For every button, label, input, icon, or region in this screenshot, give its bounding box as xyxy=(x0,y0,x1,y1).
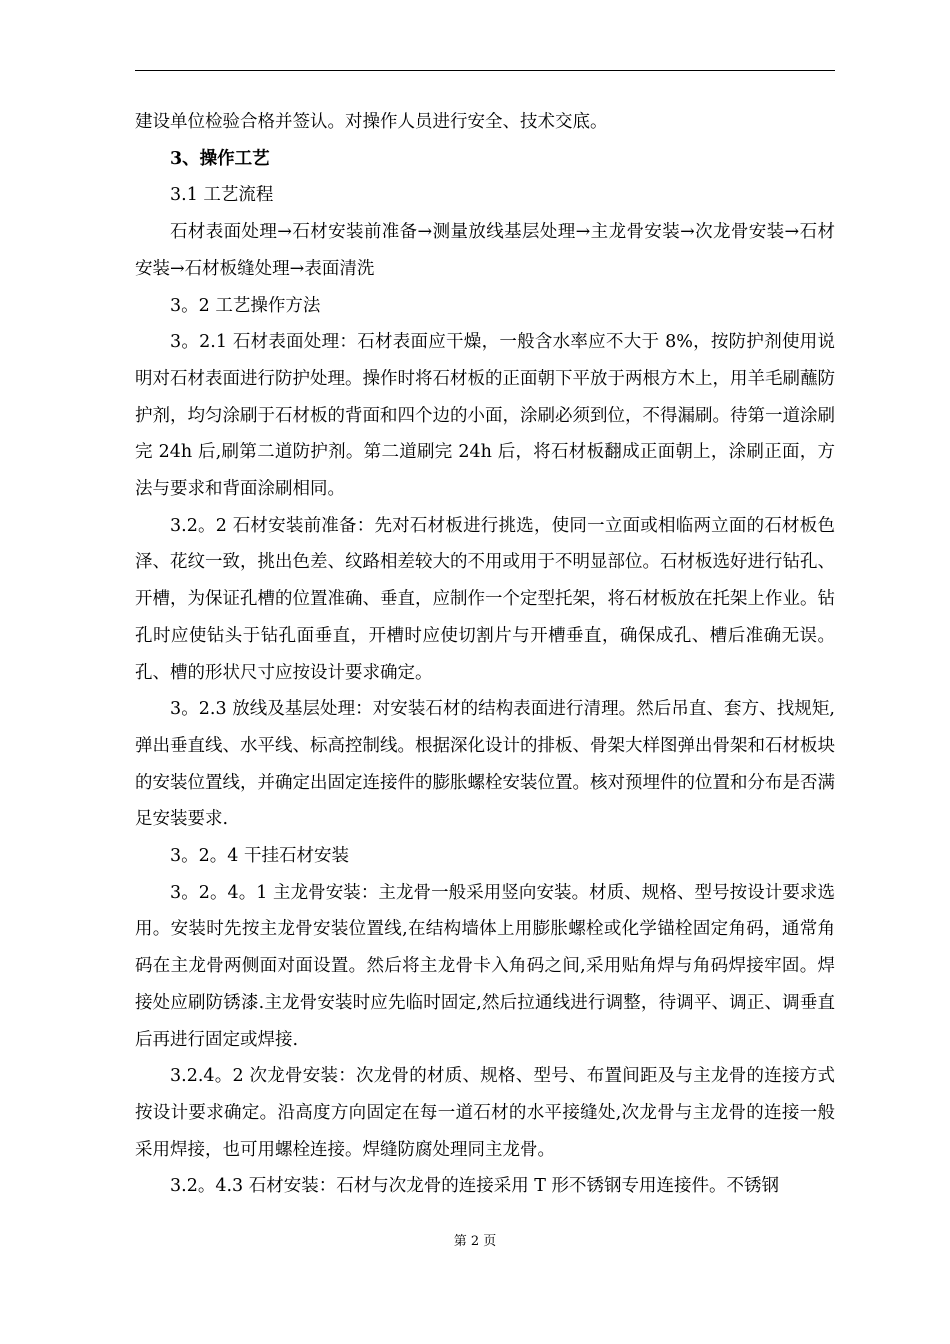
paragraph: 3.2。2 石材安装前准备：先对石材板进行挑选，使同一立面或相临两立面的石材板色泽、花纹一致，挑出色差、纹路相差较大的不用或用于不明显部位。石材板选好进行钻孔、开槽，为保证孔槽的位置准确、垂直，应制作一个定型托架，将石材板放在托架上作业。钻孔时应使钻头于钻孔面垂直，开槽时应使切割片与开槽垂直，确保成孔、槽后准确无误。孔、槽的形状尺寸应按设计要求确定。 xyxy=(135,515,835,683)
paragraph: 3。2.1 石材表面处理：石材表面应干燥，一般含水率应不大于 8%，按防护剂使用说明对石材表面进行防护处理。操作时将石材板的正面朝下平放于两根方木上，用羊毛刷蘸防护剂，均匀涂刷于石材板的背面和四个边的小面，涂刷必须到位，不得漏刷。待第一道涂刷完 24h 后,刷第二道防护剂。第二道刷完 24h 后，将石材板翻成正面朝上，涂刷正面，方法与要求和背面涂刷相同。 xyxy=(135,332,835,500)
paragraph: 建设单位检验合格并签认。对操作人员进行安全、技术交底。 xyxy=(135,112,608,132)
page-number: 第 2 页 xyxy=(453,1234,497,1249)
paragraph: 3.2.4。2 次龙骨安装：次龙骨的材质、规格、型号、布置间距及与主龙骨的连接方式按设计要求确定。沿高度方向固定在每一道石材的水平接缝处,次龙骨与主龙骨的连接一般采用焊接，也可用螺栓连接。焊缝防腐处理同主龙骨。 xyxy=(135,1066,835,1160)
subsection-heading: 3。2 工艺操作方法 xyxy=(170,295,321,316)
paragraph: 3.2。4.3 石材安装：石材与次龙骨的连接采用 T 形不锈钢专用连接件。不锈钢 xyxy=(170,1176,780,1197)
paragraph: 石材表面处理→石材安装前准备→测量放线基层处理→主龙骨安装→次龙骨安装→石材安装→石材板缝处理→表面清洗 xyxy=(135,222,835,279)
document-body xyxy=(135,104,835,1205)
paragraph: 3。2。4。1 主龙骨安装：主龙骨一般采用竖向安装。材质、规格、型号按设计要求选用。安装时先按主龙骨安装位置线,在结构墙体上用膨胀螺栓或化学锚栓固定角码，通常角码在主龙骨两侧面对面设置。然后将主龙骨卡入角码之间,采用贴角焊与角码焊接牢固。焊接处应刷防锈漆.主龙骨安装时应先临时固定,然后拉通线进行调整，待调平、调正、调垂直后再进行固定或焊接. xyxy=(135,882,835,1050)
paragraph: 3。2.3 放线及基层处理：对安装石材的结构表面进行清理。然后吊直、套方、找规矩,弹出垂直线、水平线、标高控制线。根据深化设计的排板、骨架大样图弹出骨架和石材板块的安装位置线，并确定出固定连接件的膨胀螺栓安装位置。核对预埋件的位置和分布是否满足安装要求. xyxy=(135,699,835,830)
header-rule xyxy=(135,70,835,71)
subsection-heading: 3.1 工艺流程 xyxy=(170,185,274,206)
subsection-heading: 3。2。4 干挂石材安装 xyxy=(170,846,349,867)
section-heading: 3、操作工艺 xyxy=(170,148,270,169)
